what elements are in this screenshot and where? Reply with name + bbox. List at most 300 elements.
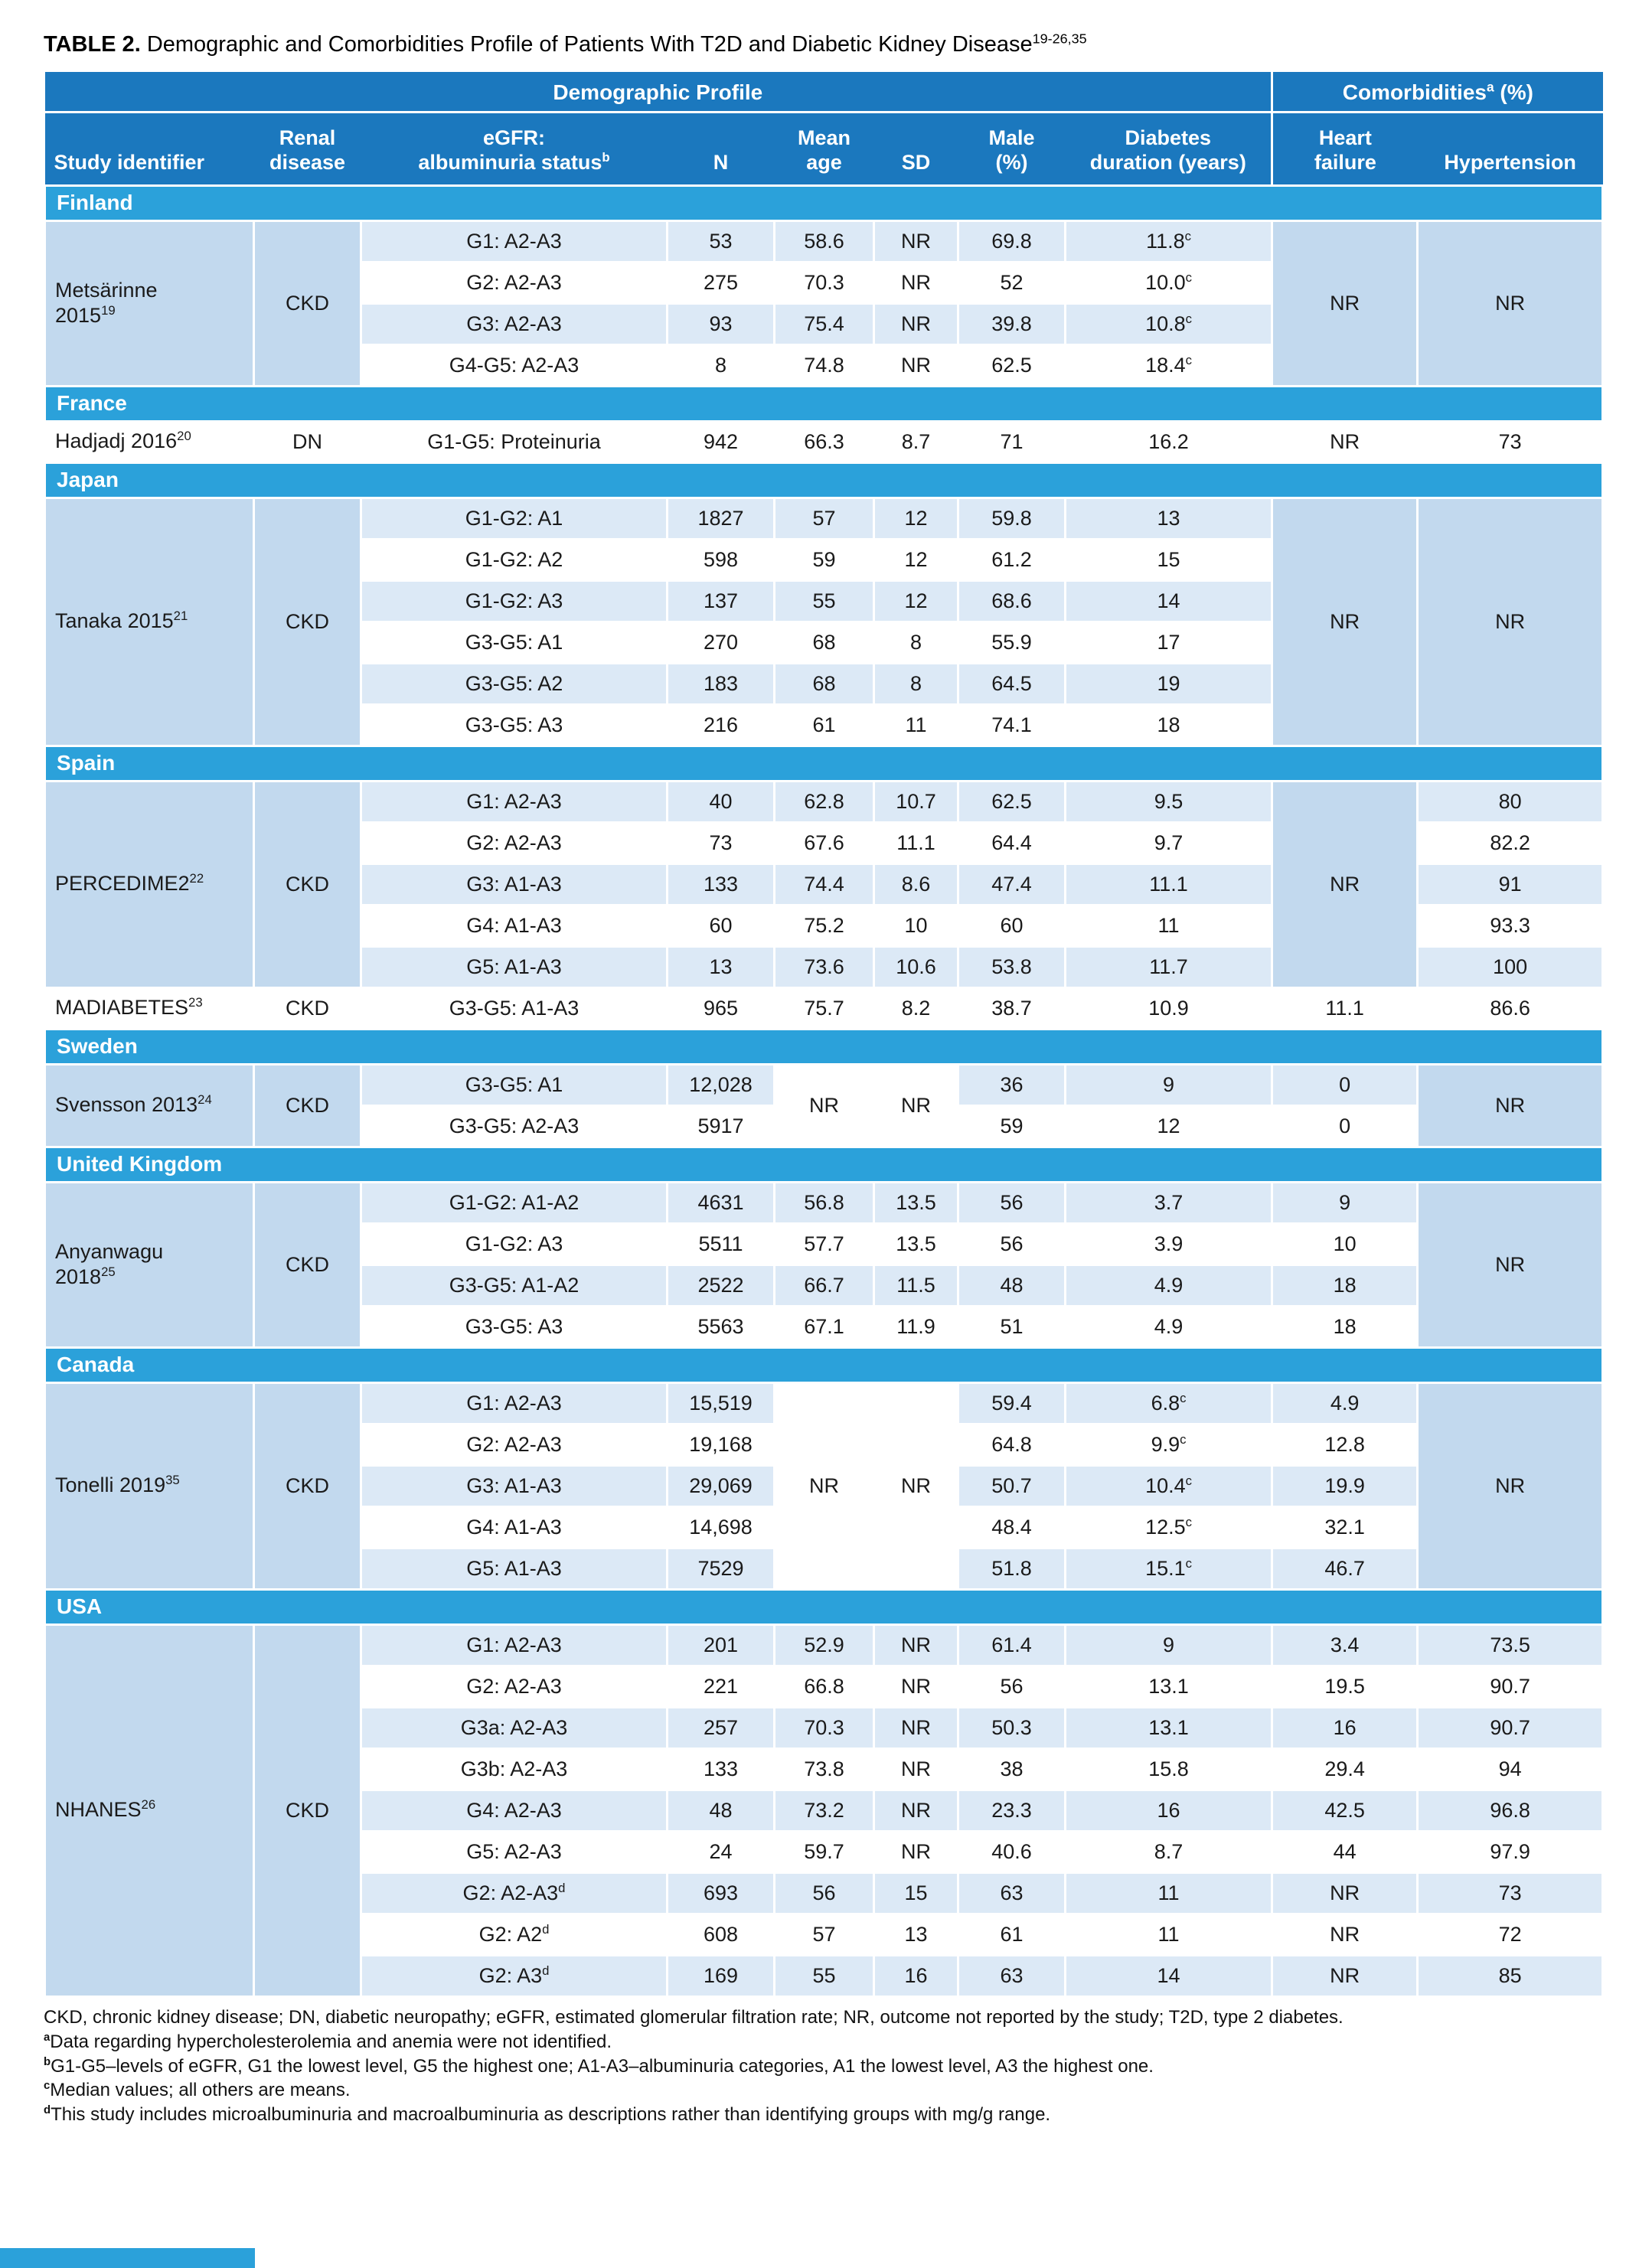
egfr-albuminuria-cell: G3-G5: A2-A3 bbox=[361, 1105, 668, 1147]
renal-disease-cell: CKD bbox=[254, 1182, 361, 1347]
footer-accent-bar bbox=[0, 2248, 255, 2268]
mean-age-cell: 73.6 bbox=[775, 946, 874, 987]
egfr-albuminuria-cell: G1: A2-A3 bbox=[361, 220, 668, 262]
country-row: United Kingdom bbox=[45, 1147, 1603, 1182]
hypertension-cell: 80 bbox=[1418, 781, 1603, 822]
country-row: Canada bbox=[45, 1347, 1603, 1382]
n-cell: 133 bbox=[668, 863, 775, 905]
sd-cell: NR bbox=[874, 220, 958, 262]
heart-failure-cell: 0 bbox=[1272, 1105, 1418, 1147]
egfr-albuminuria-cell: G1: A2-A3 bbox=[361, 1624, 668, 1666]
mean-age-cell: 74.4 bbox=[775, 863, 874, 905]
table-number-label: TABLE 2. bbox=[44, 32, 141, 57]
diabetes-duration-cell: 9 bbox=[1066, 1064, 1272, 1105]
diabetes-duration-cell: 11 bbox=[1066, 1872, 1272, 1914]
hypertension-cell: 90.7 bbox=[1418, 1707, 1603, 1748]
male-pct-cell: 48.4 bbox=[958, 1506, 1066, 1548]
male-pct-cell: 48 bbox=[958, 1265, 1066, 1306]
heart-failure-cell: NR bbox=[1272, 220, 1418, 386]
diabetes-duration-cell: 13.1 bbox=[1066, 1707, 1272, 1748]
country-row: France bbox=[45, 386, 1603, 421]
sd-cell: 12 bbox=[874, 539, 958, 580]
egfr-albuminuria-cell: G2: A2-A3 bbox=[361, 1424, 668, 1465]
mean-age-cell: 66.7 bbox=[775, 1265, 874, 1306]
sd-cell: 8 bbox=[874, 622, 958, 663]
egfr-albuminuria-cell: G3-G5: A2 bbox=[361, 663, 668, 704]
n-cell: 53 bbox=[668, 220, 775, 262]
sd-cell: NR bbox=[874, 303, 958, 344]
mean-age-cell: 68 bbox=[775, 663, 874, 704]
study-cell: MADIABETES$^{23}$ bbox=[45, 987, 254, 1029]
egfr-albuminuria-cell: G4-G5: A2-A3 bbox=[361, 344, 668, 386]
country-row: Sweden bbox=[45, 1029, 1603, 1064]
sd-cell: NR bbox=[874, 344, 958, 386]
n-cell: 221 bbox=[668, 1666, 775, 1707]
hypertension-cell: NR bbox=[1418, 1182, 1603, 1347]
heart-failure-cell: 46.7 bbox=[1272, 1548, 1418, 1589]
study-cell: $PERCEDIME2^{22}$ bbox=[45, 781, 254, 987]
male-pct-cell: 51.8 bbox=[958, 1548, 1066, 1589]
sd-cell: 10 bbox=[874, 905, 958, 946]
diabetes-duration-cell: 18 bbox=[1066, 704, 1272, 746]
sd-cell: NR bbox=[874, 1666, 958, 1707]
heart-failure-cell: 9 bbox=[1272, 1182, 1418, 1223]
sd-cell: 10.6 bbox=[874, 946, 958, 987]
diabetes-duration-cell: 16 bbox=[1066, 1790, 1272, 1831]
diabetes-duration-cell: 15 bbox=[1066, 539, 1272, 580]
n-cell: 942 bbox=[668, 421, 775, 462]
male-pct-cell: 56 bbox=[958, 1223, 1066, 1265]
mean-age-cell: 57 bbox=[775, 498, 874, 539]
egfr-albuminuria-cell: G3-G5: A3 bbox=[361, 1306, 668, 1347]
egfr-albuminuria-cell: G3: A1-A3 bbox=[361, 863, 668, 905]
study-cell: Svensson 2013$^{24}$ bbox=[45, 1064, 254, 1147]
sd-cell: 12 bbox=[874, 498, 958, 539]
egfr-albuminuria-cell: G1-G2: A1 bbox=[361, 498, 668, 539]
sd-cell: 13.5 bbox=[874, 1182, 958, 1223]
male-pct-cell: 59.8 bbox=[958, 498, 1066, 539]
mean-age-cell: 55 bbox=[775, 580, 874, 622]
n-cell: 169 bbox=[668, 1955, 775, 1996]
diabetes-duration-cell: 10.0$^c$ bbox=[1066, 262, 1272, 303]
heart-failure-cell: 12.8 bbox=[1272, 1424, 1418, 1465]
male-pct-cell: 51 bbox=[958, 1306, 1066, 1347]
hypertension-cell: 73 bbox=[1418, 1872, 1603, 1914]
heart-failure-cell: 42.5 bbox=[1272, 1790, 1418, 1831]
n-cell: 93 bbox=[668, 303, 775, 344]
egfr-albuminuria-cell: G3-G5: A3 bbox=[361, 704, 668, 746]
diabetes-duration-cell: 14 bbox=[1066, 580, 1272, 622]
diabetes-duration-cell: 11.7 bbox=[1066, 946, 1272, 987]
male-pct-cell: 38 bbox=[958, 1748, 1066, 1790]
n-cell: 270 bbox=[668, 622, 775, 663]
mean-age-cell: 68 bbox=[775, 622, 874, 663]
egfr-albuminuria-cell: G1-G2: A2 bbox=[361, 539, 668, 580]
diabetes-duration-cell: 16.2 bbox=[1066, 421, 1272, 462]
male-pct-cell: 61.2 bbox=[958, 539, 1066, 580]
column-header-male-pct: Male (%) bbox=[958, 112, 1066, 185]
n-cell: 48 bbox=[668, 1790, 775, 1831]
country-row: USA bbox=[45, 1589, 1603, 1624]
n-cell: 2522 bbox=[668, 1265, 775, 1306]
egfr-albuminuria-cell: G1-G2: A1-A2 bbox=[361, 1182, 668, 1223]
male-pct-cell: 39.8 bbox=[958, 303, 1066, 344]
egfr-albuminuria-cell: G1: A2-A3 bbox=[361, 781, 668, 822]
n-cell: 965 bbox=[668, 987, 775, 1029]
male-pct-cell: 71 bbox=[958, 421, 1066, 462]
egfr-albuminuria-cell: G3-G5: A1 bbox=[361, 1064, 668, 1105]
sd-cell: 13 bbox=[874, 1914, 958, 1955]
mean-age-cell: 75.2 bbox=[775, 905, 874, 946]
footnote: $^b$G1-G5–levels of eGFR, G1 the lowest level, G5 the highest one; A1-A3–albuminuria categories, A1 the lowest level, A3 the highest one. bbox=[44, 2055, 1154, 2077]
male-pct-cell: 36 bbox=[958, 1064, 1066, 1105]
country-row: Japan bbox=[45, 462, 1603, 498]
n-cell: 5917 bbox=[668, 1105, 775, 1147]
n-cell: 14,698 bbox=[668, 1506, 775, 1548]
sd-cell: NR bbox=[874, 262, 958, 303]
male-pct-cell: 40.6 bbox=[958, 1831, 1066, 1872]
footnote: CKD, chronic kidney disease; DN, diabetic neuropathy; eGFR, estimated glomerular filtration rate; NR, outcome not reported by the study; T2D, type 2 diabetes. bbox=[44, 2006, 1344, 2028]
column-header-hypertension: Hypertension bbox=[1418, 112, 1603, 185]
heart-failure-cell: NR bbox=[1272, 498, 1418, 746]
diabetes-duration-cell: 19 bbox=[1066, 663, 1272, 704]
renal-disease-cell: CKD bbox=[254, 220, 361, 386]
renal-disease-cell: CKD bbox=[254, 1624, 361, 1996]
egfr-albuminuria-cell: G2: A2-A3$^d$ bbox=[361, 1872, 668, 1914]
male-pct-cell: 52 bbox=[958, 262, 1066, 303]
diabetes-duration-cell: 11.1 bbox=[1066, 863, 1272, 905]
mean-age-cell: 66.8 bbox=[775, 1666, 874, 1707]
egfr-albuminuria-cell: G1-G5: Proteinuria bbox=[361, 421, 668, 462]
n-cell: 29,069 bbox=[668, 1465, 775, 1506]
diabetes-duration-cell: 3.7 bbox=[1066, 1182, 1272, 1223]
egfr-albuminuria-cell: G1-G2: A3 bbox=[361, 580, 668, 622]
n-cell: 5511 bbox=[668, 1223, 775, 1265]
study-cell: NHANES$^{26}$ bbox=[45, 1624, 254, 1996]
mean-age-cell: 57 bbox=[775, 1914, 874, 1955]
male-pct-cell: 62.5 bbox=[958, 344, 1066, 386]
egfr-albuminuria-cell: G2: A2-A3 bbox=[361, 262, 668, 303]
egfr-albuminuria-cell: G2: A2-A3 bbox=[361, 822, 668, 863]
mean-age-cell: 66.3 bbox=[775, 421, 874, 462]
hypertension-cell: 82.2 bbox=[1418, 822, 1603, 863]
column-header-renal-disease: Renal disease bbox=[254, 112, 361, 185]
diabetes-duration-cell: 15.8 bbox=[1066, 1748, 1272, 1790]
heart-failure-cell: 44 bbox=[1272, 1831, 1418, 1872]
diabetes-duration-cell: 15.1$^c$ bbox=[1066, 1548, 1272, 1589]
diabetes-duration-cell: 11 bbox=[1066, 1914, 1272, 1955]
male-pct-cell: 61.4 bbox=[958, 1624, 1066, 1666]
diabetes-duration-cell: 18.4$^c$ bbox=[1066, 344, 1272, 386]
n-cell: 598 bbox=[668, 539, 775, 580]
sd-cell: 15 bbox=[874, 1872, 958, 1914]
mean-age-cell: 56 bbox=[775, 1872, 874, 1914]
column-header-study-identifier: Study identifier bbox=[45, 112, 254, 185]
study-cell: Hadjadj 2016$^{20}$ bbox=[45, 421, 254, 462]
table-title bbox=[44, 31, 1601, 58]
egfr-albuminuria-cell: G5: A1-A3 bbox=[361, 1548, 668, 1589]
diabetes-duration-cell: 13 bbox=[1066, 498, 1272, 539]
diabetes-duration-cell: 12 bbox=[1066, 1105, 1272, 1147]
sd-cell: NR bbox=[874, 1064, 958, 1147]
column-header-egfr-albuminuria: eGFR: albuminuria status$^b$ bbox=[361, 112, 668, 185]
diabetes-duration-cell: 6.8$^c$ bbox=[1066, 1382, 1272, 1424]
n-cell: 15,519 bbox=[668, 1382, 775, 1424]
column-header-diabetes-duration: Diabetes duration (years) bbox=[1066, 112, 1272, 185]
country-row: Spain bbox=[45, 746, 1603, 781]
egfr-albuminuria-cell: G2: A3$^d$ bbox=[361, 1955, 668, 1996]
male-pct-cell: 55.9 bbox=[958, 622, 1066, 663]
study-cell: Tanaka 2015$^{21}$ bbox=[45, 498, 254, 746]
diabetes-duration-cell: 11 bbox=[1066, 905, 1272, 946]
n-cell: 12,028 bbox=[668, 1064, 775, 1105]
n-cell: 60 bbox=[668, 905, 775, 946]
n-cell: 7529 bbox=[668, 1548, 775, 1589]
sd-cell: 16 bbox=[874, 1955, 958, 1996]
egfr-albuminuria-cell: G5: A1-A3 bbox=[361, 946, 668, 987]
egfr-albuminuria-cell: G3a: A2-A3 bbox=[361, 1707, 668, 1748]
male-pct-cell: 59.4 bbox=[958, 1382, 1066, 1424]
mean-age-cell: 70.3 bbox=[775, 262, 874, 303]
sd-cell: NR bbox=[874, 1707, 958, 1748]
hypertension-cell: NR bbox=[1418, 1382, 1603, 1589]
diabetes-duration-cell: 11.8$^c$ bbox=[1066, 220, 1272, 262]
sd-cell: 8.7 bbox=[874, 421, 958, 462]
heart-failure-cell: 0 bbox=[1272, 1064, 1418, 1105]
egfr-albuminuria-cell: G3-G5: A1-A3 bbox=[361, 987, 668, 1029]
diabetes-duration-cell: 10.9 bbox=[1066, 987, 1272, 1029]
n-cell: 275 bbox=[668, 262, 775, 303]
sd-cell: 11 bbox=[874, 704, 958, 746]
sd-cell: 11.1 bbox=[874, 822, 958, 863]
n-cell: 40 bbox=[668, 781, 775, 822]
column-header-heart-failure: Heart failure bbox=[1272, 112, 1418, 185]
male-pct-cell: 63 bbox=[958, 1872, 1066, 1914]
sd-cell: 8 bbox=[874, 663, 958, 704]
group-header-comorbidities: Comorbidities$^a$ (%) bbox=[1272, 72, 1603, 112]
male-pct-cell: 61 bbox=[958, 1914, 1066, 1955]
male-pct-cell: 50.3 bbox=[958, 1707, 1066, 1748]
egfr-albuminuria-cell: G1-G2: A3 bbox=[361, 1223, 668, 1265]
male-pct-cell: 64.8 bbox=[958, 1424, 1066, 1465]
heart-failure-cell: NR bbox=[1272, 781, 1418, 987]
heart-failure-cell: 16 bbox=[1272, 1707, 1418, 1748]
n-cell: 216 bbox=[668, 704, 775, 746]
sd-cell: NR bbox=[874, 1831, 958, 1872]
male-pct-cell: 68.6 bbox=[958, 580, 1066, 622]
diabetes-duration-cell: 8.7 bbox=[1066, 1831, 1272, 1872]
male-pct-cell: 63 bbox=[958, 1955, 1066, 1996]
mean-age-cell: 56.8 bbox=[775, 1182, 874, 1223]
heart-failure-cell: NR bbox=[1272, 1955, 1418, 1996]
n-cell: 24 bbox=[668, 1831, 775, 1872]
n-cell: 8 bbox=[668, 344, 775, 386]
sd-cell: 8.2 bbox=[874, 987, 958, 1029]
mean-age-cell: 75.7 bbox=[775, 987, 874, 1029]
mean-age-cell: 67.1 bbox=[775, 1306, 874, 1347]
n-cell: 693 bbox=[668, 1872, 775, 1914]
hypertension-cell: 73 bbox=[1418, 421, 1603, 462]
mean-age-cell: 52.9 bbox=[775, 1624, 874, 1666]
renal-disease-cell: CKD bbox=[254, 1064, 361, 1147]
diabetes-duration-cell: 9 bbox=[1066, 1624, 1272, 1666]
egfr-albuminuria-cell: G2: A2$^d$ bbox=[361, 1914, 668, 1955]
egfr-albuminuria-cell: G4: A1-A3 bbox=[361, 1506, 668, 1548]
sd-cell: NR bbox=[874, 1382, 958, 1589]
diabetes-duration-cell: 12.5$^c$ bbox=[1066, 1506, 1272, 1548]
egfr-albuminuria-cell: G4: A1-A3 bbox=[361, 905, 668, 946]
study-cell: Metsärinne 2015$^{19}$ bbox=[45, 220, 254, 386]
male-pct-cell: 64.5 bbox=[958, 663, 1066, 704]
mean-age-cell: 59.7 bbox=[775, 1831, 874, 1872]
n-cell: 257 bbox=[668, 1707, 775, 1748]
renal-disease-cell: CKD bbox=[254, 1382, 361, 1589]
n-cell: 73 bbox=[668, 822, 775, 863]
diabetes-duration-cell: 4.9 bbox=[1066, 1306, 1272, 1347]
column-header-sd: SD bbox=[874, 112, 958, 185]
n-cell: 13 bbox=[668, 946, 775, 987]
n-cell: 137 bbox=[668, 580, 775, 622]
country-row: Finland bbox=[45, 185, 1603, 220]
male-pct-cell: 23.3 bbox=[958, 1790, 1066, 1831]
egfr-albuminuria-cell: G5: A2-A3 bbox=[361, 1831, 668, 1872]
heart-failure-cell: 32.1 bbox=[1272, 1506, 1418, 1548]
hypertension-cell: 86.6 bbox=[1418, 987, 1603, 1029]
diabetes-duration-cell: 9.5 bbox=[1066, 781, 1272, 822]
male-pct-cell: 50.7 bbox=[958, 1465, 1066, 1506]
mean-age-cell: NR bbox=[775, 1382, 874, 1589]
n-cell: 1827 bbox=[668, 498, 775, 539]
diabetes-duration-cell: 3.9 bbox=[1066, 1223, 1272, 1265]
sd-cell: 10.7 bbox=[874, 781, 958, 822]
male-pct-cell: 56 bbox=[958, 1666, 1066, 1707]
column-header-n: N bbox=[668, 112, 775, 185]
male-pct-cell: 74.1 bbox=[958, 704, 1066, 746]
footnotes bbox=[44, 2005, 1601, 2128]
diabetes-duration-cell: 9.7 bbox=[1066, 822, 1272, 863]
data-table bbox=[44, 72, 1604, 1998]
heart-failure-cell: NR bbox=[1272, 421, 1418, 462]
hypertension-cell: 91 bbox=[1418, 863, 1603, 905]
column-header-mean-age: Mean age bbox=[775, 112, 874, 185]
footnote: $^c$Median values; all others are means. bbox=[44, 2080, 351, 2101]
egfr-albuminuria-cell: G4: A2-A3 bbox=[361, 1790, 668, 1831]
hypertension-cell: 96.8 bbox=[1418, 1790, 1603, 1831]
mean-age-cell: 61 bbox=[775, 704, 874, 746]
egfr-albuminuria-cell: G2: A2-A3 bbox=[361, 1666, 668, 1707]
n-cell: 133 bbox=[668, 1748, 775, 1790]
hypertension-cell: 97.9 bbox=[1418, 1831, 1603, 1872]
hypertension-cell: 94 bbox=[1418, 1748, 1603, 1790]
hypertension-cell: 90.7 bbox=[1418, 1666, 1603, 1707]
male-pct-cell: 60 bbox=[958, 905, 1066, 946]
mean-age-cell: 73.8 bbox=[775, 1748, 874, 1790]
sd-cell: NR bbox=[874, 1790, 958, 1831]
hypertension-cell: 93.3 bbox=[1418, 905, 1603, 946]
heart-failure-cell: 11.1 bbox=[1272, 987, 1418, 1029]
mean-age-cell: 57.7 bbox=[775, 1223, 874, 1265]
egfr-albuminuria-cell: G3-G5: A1-A2 bbox=[361, 1265, 668, 1306]
mean-age-cell: 58.6 bbox=[775, 220, 874, 262]
mean-age-cell: NR bbox=[775, 1064, 874, 1147]
n-cell: 4631 bbox=[668, 1182, 775, 1223]
diabetes-duration-cell: 13.1 bbox=[1066, 1666, 1272, 1707]
diabetes-duration-cell: 10.4$^c$ bbox=[1066, 1465, 1272, 1506]
egfr-albuminuria-cell: G1: A2-A3 bbox=[361, 1382, 668, 1424]
renal-disease-cell: CKD bbox=[254, 781, 361, 987]
heart-failure-cell: 18 bbox=[1272, 1265, 1418, 1306]
sd-cell: NR bbox=[874, 1624, 958, 1666]
male-pct-cell: 56 bbox=[958, 1182, 1066, 1223]
heart-failure-cell: 29.4 bbox=[1272, 1748, 1418, 1790]
male-pct-cell: 38.7 bbox=[958, 987, 1066, 1029]
hypertension-cell: 100 bbox=[1418, 946, 1603, 987]
heart-failure-cell: 18 bbox=[1272, 1306, 1418, 1347]
egfr-albuminuria-cell: G3: A2-A3 bbox=[361, 303, 668, 344]
mean-age-cell: 73.2 bbox=[775, 1790, 874, 1831]
diabetes-duration-cell: 17 bbox=[1066, 622, 1272, 663]
sd-cell: NR bbox=[874, 1748, 958, 1790]
male-pct-cell: 47.4 bbox=[958, 863, 1066, 905]
mean-age-cell: 59 bbox=[775, 539, 874, 580]
sd-cell: 11.9 bbox=[874, 1306, 958, 1347]
egfr-albuminuria-cell: G3: A1-A3 bbox=[361, 1465, 668, 1506]
hypertension-cell: NR bbox=[1418, 498, 1603, 746]
hypertension-cell: 73.5 bbox=[1418, 1624, 1603, 1666]
mean-age-cell: 74.8 bbox=[775, 344, 874, 386]
heart-failure-cell: 10 bbox=[1272, 1223, 1418, 1265]
sd-cell: 8.6 bbox=[874, 863, 958, 905]
heart-failure-cell: NR bbox=[1272, 1914, 1418, 1955]
hypertension-cell: NR bbox=[1418, 1064, 1603, 1147]
diabetes-duration-cell: 9.9$^c$ bbox=[1066, 1424, 1272, 1465]
diabetes-duration-cell: 14 bbox=[1066, 1955, 1272, 1996]
egfr-albuminuria-cell: G3b: A2-A3 bbox=[361, 1748, 668, 1790]
n-cell: 5563 bbox=[668, 1306, 775, 1347]
heart-failure-cell: 19.5 bbox=[1272, 1666, 1418, 1707]
heart-failure-cell: 19.9 bbox=[1272, 1465, 1418, 1506]
sd-cell: 13.5 bbox=[874, 1223, 958, 1265]
male-pct-cell: 69.8 bbox=[958, 220, 1066, 262]
mean-age-cell: 75.4 bbox=[775, 303, 874, 344]
renal-disease-cell: DN bbox=[254, 421, 361, 462]
mean-age-cell: 62.8 bbox=[775, 781, 874, 822]
heart-failure-cell: 3.4 bbox=[1272, 1624, 1418, 1666]
heart-failure-cell: NR bbox=[1272, 1872, 1418, 1914]
n-cell: 183 bbox=[668, 663, 775, 704]
table-title-text: Demographic and Comorbidities Profile of Patients With T2D and Diabetic Kidney Disease$^{19-26,35}$ bbox=[146, 31, 1087, 57]
study-cell: Tonelli 2019$^{35}$ bbox=[45, 1382, 254, 1589]
male-pct-cell: 53.8 bbox=[958, 946, 1066, 987]
footnote: $^a$Data regarding hypercholesterolemia and anemia were not identified. bbox=[44, 2031, 612, 2052]
n-cell: 19,168 bbox=[668, 1424, 775, 1465]
renal-disease-cell: CKD bbox=[254, 498, 361, 746]
n-cell: 201 bbox=[668, 1624, 775, 1666]
hypertension-cell: 72 bbox=[1418, 1914, 1603, 1955]
mean-age-cell: 70.3 bbox=[775, 1707, 874, 1748]
egfr-albuminuria-cell: G3-G5: A1 bbox=[361, 622, 668, 663]
footnote: $^d$This study includes microalbuminuria and macroalbuminuria as descriptions rather than identifying groups with mg/g range. bbox=[44, 2104, 1051, 2126]
hypertension-cell: 85 bbox=[1418, 1955, 1603, 1996]
diabetes-duration-cell: 4.9 bbox=[1066, 1265, 1272, 1306]
n-cell: 608 bbox=[668, 1914, 775, 1955]
male-pct-cell: 62.5 bbox=[958, 781, 1066, 822]
sd-cell: 11.5 bbox=[874, 1265, 958, 1306]
study-cell: Anyanwagu 2018$^{25}$ bbox=[45, 1182, 254, 1347]
male-pct-cell: 59 bbox=[958, 1105, 1066, 1147]
hypertension-cell: NR bbox=[1418, 220, 1603, 386]
male-pct-cell: 64.4 bbox=[958, 822, 1066, 863]
